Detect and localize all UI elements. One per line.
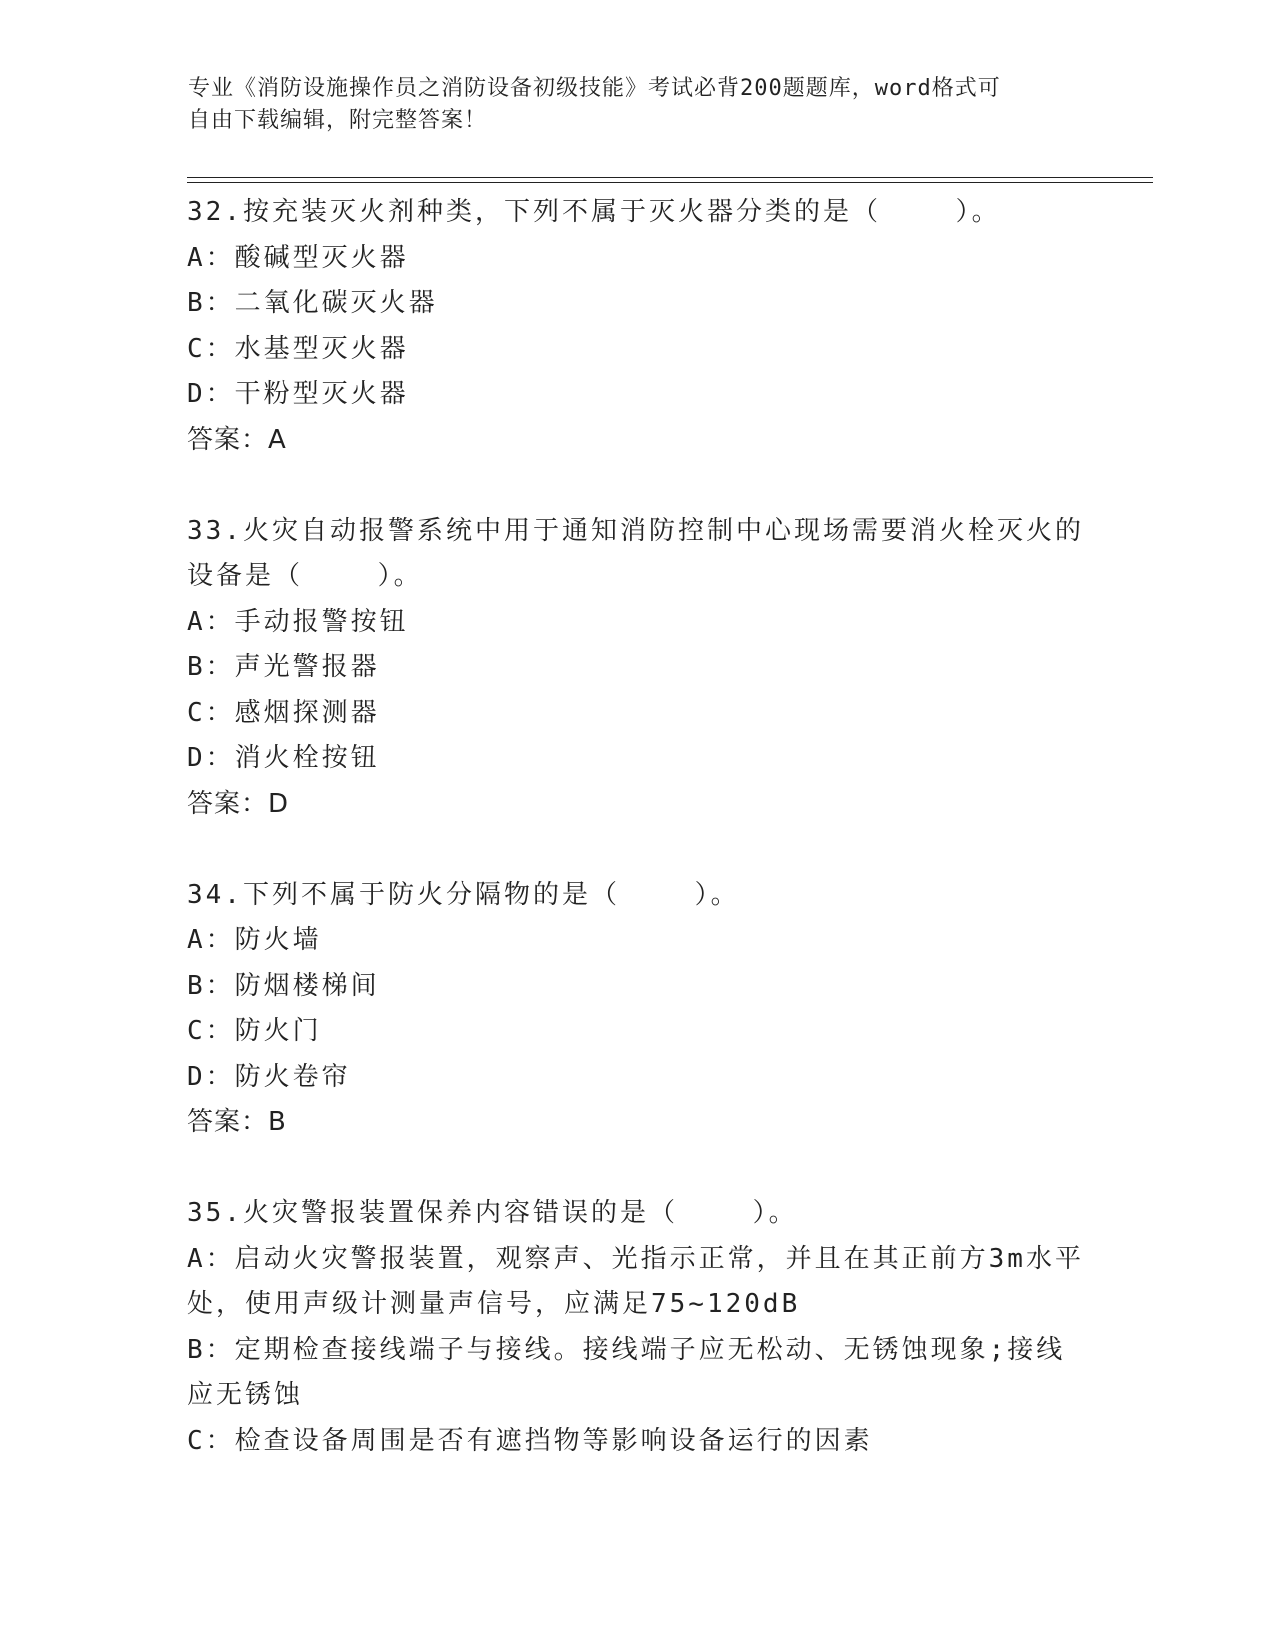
option-a: A：启动火灾警报装置，观察声、光指示正常，并且在其正前方3m水平处，使用声级计测量声信号，应满足75~120dB bbox=[187, 1243, 1084, 1319]
spacer bbox=[187, 1146, 1087, 1192]
option-d: D：干粉型灭火器 bbox=[187, 379, 409, 409]
answer-label: 答案：A bbox=[187, 424, 287, 455]
question-text: 33.火灾自动报警系统中用于通知消防控制中心现场需要消火栓灭火的设备是（ ）。 bbox=[187, 515, 1084, 591]
header-divider-bottom bbox=[187, 182, 1153, 183]
option-a: A：防火墙 bbox=[187, 925, 322, 955]
option-c: C：检查设备周围是否有遮挡物等影响设备运行的因素 bbox=[187, 1425, 873, 1456]
option-a: A：手动报警按钮 bbox=[187, 606, 409, 637]
answer-label: 答案：D bbox=[187, 788, 290, 819]
option-c: C：防火门 bbox=[187, 1016, 322, 1046]
option-c: C：水基型灭火器 bbox=[187, 333, 409, 364]
question-text: 32.按充装灭火剂种类，下列不属于灭火器分类的是（ ）。 bbox=[187, 197, 1001, 227]
spacer bbox=[187, 463, 1087, 509]
question-35 bbox=[187, 1191, 1087, 1464]
option-a: A：酸碱型灭火器 bbox=[187, 242, 409, 273]
question-text: 34.下列不属于防火分隔物的是（ ）。 bbox=[187, 879, 740, 910]
header-title-line2: 自由下载编辑，附完整答案！ bbox=[188, 108, 488, 133]
option-b: B：定期检查接线端子与接线。接线端子应无松动、无锈蚀现象;接线应无锈蚀 bbox=[187, 1334, 1066, 1410]
question-text: 35.火灾警报装置保养内容错误的是（ ）。 bbox=[187, 1198, 798, 1228]
question-33 bbox=[187, 509, 1087, 828]
header-divider-top bbox=[187, 177, 1153, 178]
header-title-line1: 专业《消防设施操作员之消防设备初级技能》考试必背200题题库，word格式可 bbox=[188, 76, 1001, 101]
spacer bbox=[187, 827, 1087, 873]
option-b: B：二氧化碳灭火器 bbox=[187, 288, 438, 318]
question-32 bbox=[187, 190, 1087, 463]
option-d: D：防火卷帘 bbox=[187, 1061, 351, 1092]
document-header bbox=[188, 73, 1068, 137]
question-list bbox=[187, 190, 1087, 1464]
option-c: C：感烟探测器 bbox=[187, 697, 380, 728]
option-b: B：防烟楼梯间 bbox=[187, 970, 380, 1001]
option-d: D：消火栓按钮 bbox=[187, 743, 380, 773]
question-34 bbox=[187, 873, 1087, 1146]
answer-label: 答案：B bbox=[187, 1107, 287, 1137]
option-b: B：声光警报器 bbox=[187, 652, 380, 682]
